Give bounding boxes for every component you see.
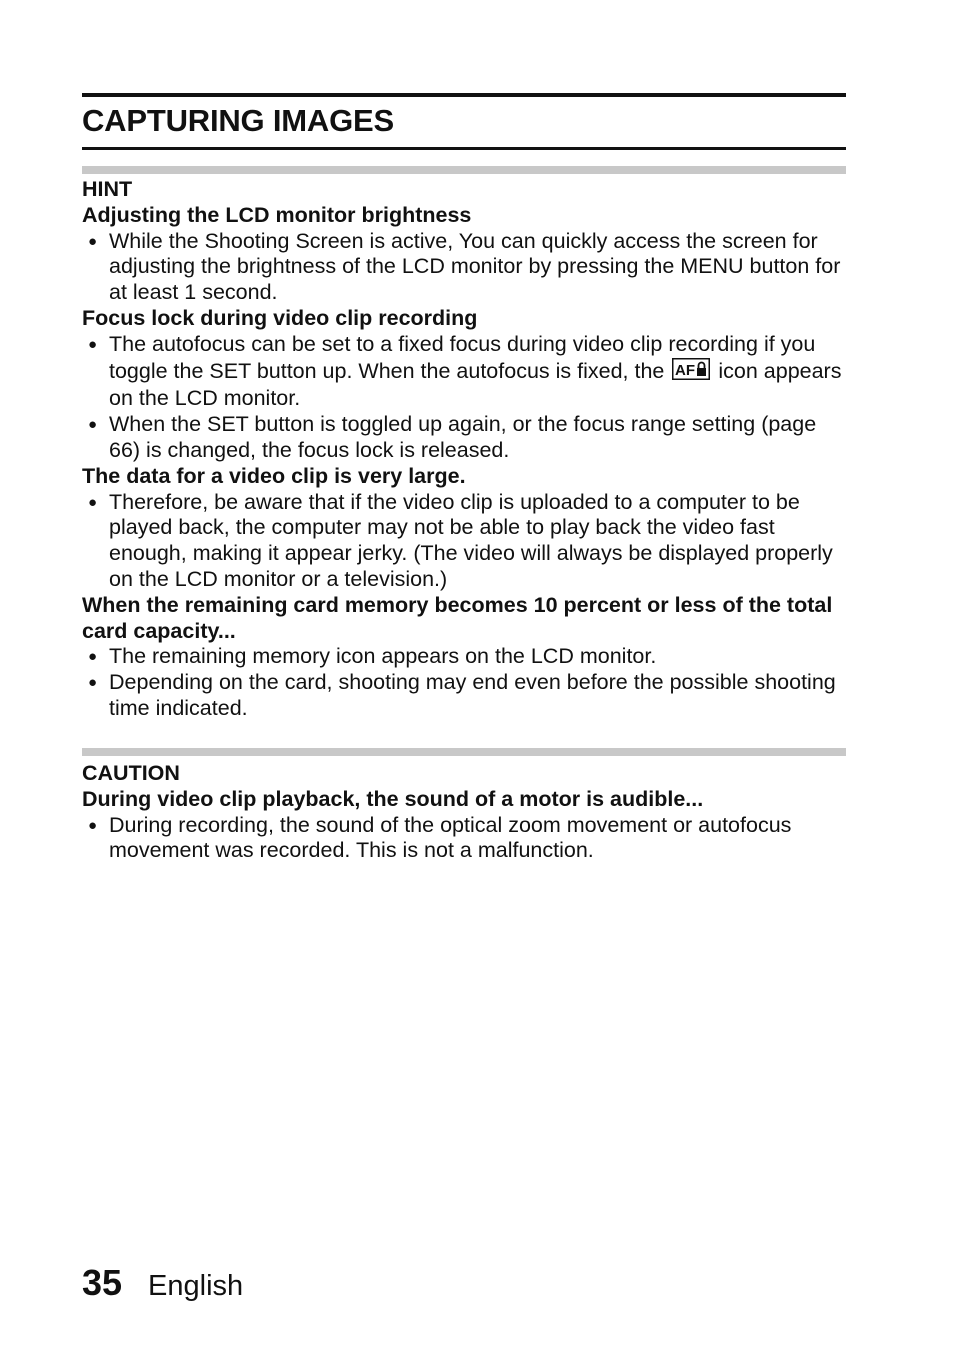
bullet-item: ● The remaining memory icon appears on the LCD monitor. (82, 644, 848, 670)
bullet-item: ● Therefore, be aware that if the video clip is uploaded to a computer to be played back, the computer may not be able to play back the video fast enough, making it appear jerky. (The video will always be displayed properly on the LCD monitor or a television.) (82, 490, 848, 593)
bullet-text: The autofocus can be set to a fixed focus during video clip recording if you toggle the SET button up. When the autofocus is fixed, the (109, 331, 816, 383)
caution-divider (82, 748, 846, 756)
page-number: 35 (82, 1262, 123, 1303)
bullet-item (82, 332, 848, 412)
hint-label: HINT (82, 177, 133, 201)
bullet-list (82, 813, 848, 865)
page-language: English (148, 1270, 244, 1302)
subhead-focus-lock: Focus lock during video clip recording (82, 305, 478, 330)
bullet-item: ● When the SET button is toggled up again, or the focus range setting (page 66) is changed, the focus lock is released. (82, 412, 848, 464)
page-header (82, 93, 846, 150)
bullet-item: ● During recording, the sound of the optical zoom movement or autofocus movement was recorded. This is not a malfunction. (82, 813, 848, 865)
subhead-motor-sound: During video clip playback, the sound of a motor is audible... (82, 786, 704, 811)
caution-label: CAUTION (82, 761, 180, 785)
page-title: CAPTURING IMAGES (82, 103, 394, 138)
af-lock-icon (672, 358, 710, 387)
page-footer (82, 1262, 243, 1304)
bullet-list (82, 490, 848, 593)
bullet-list (82, 644, 848, 721)
hint-divider (82, 166, 846, 174)
subhead-video-data: The data for a video clip is very large. (82, 463, 466, 488)
svg-text:AF: AF (675, 361, 696, 379)
subhead-card-memory: When the remaining card memory becomes 10 percent or less of the total card capacity... (82, 592, 833, 643)
bullet-text: icon appears on the LCD monitor. (109, 358, 842, 411)
caution-section (82, 761, 848, 864)
bullet-item: ● Depending on the card, shooting may end even before the possible shooting time indicated. (82, 670, 848, 722)
hint-section (82, 177, 848, 722)
bullet-item: ● While the Shooting Screen is active, You can quickly access the screen for adjusting the brightness of the LCD monitor by pressing the MENU button for at least 1 second. (82, 229, 848, 306)
bullet-list (82, 229, 848, 306)
subhead-lcd-brightness: Adjusting the LCD monitor brightness (82, 202, 472, 227)
bullet-list (82, 332, 848, 464)
